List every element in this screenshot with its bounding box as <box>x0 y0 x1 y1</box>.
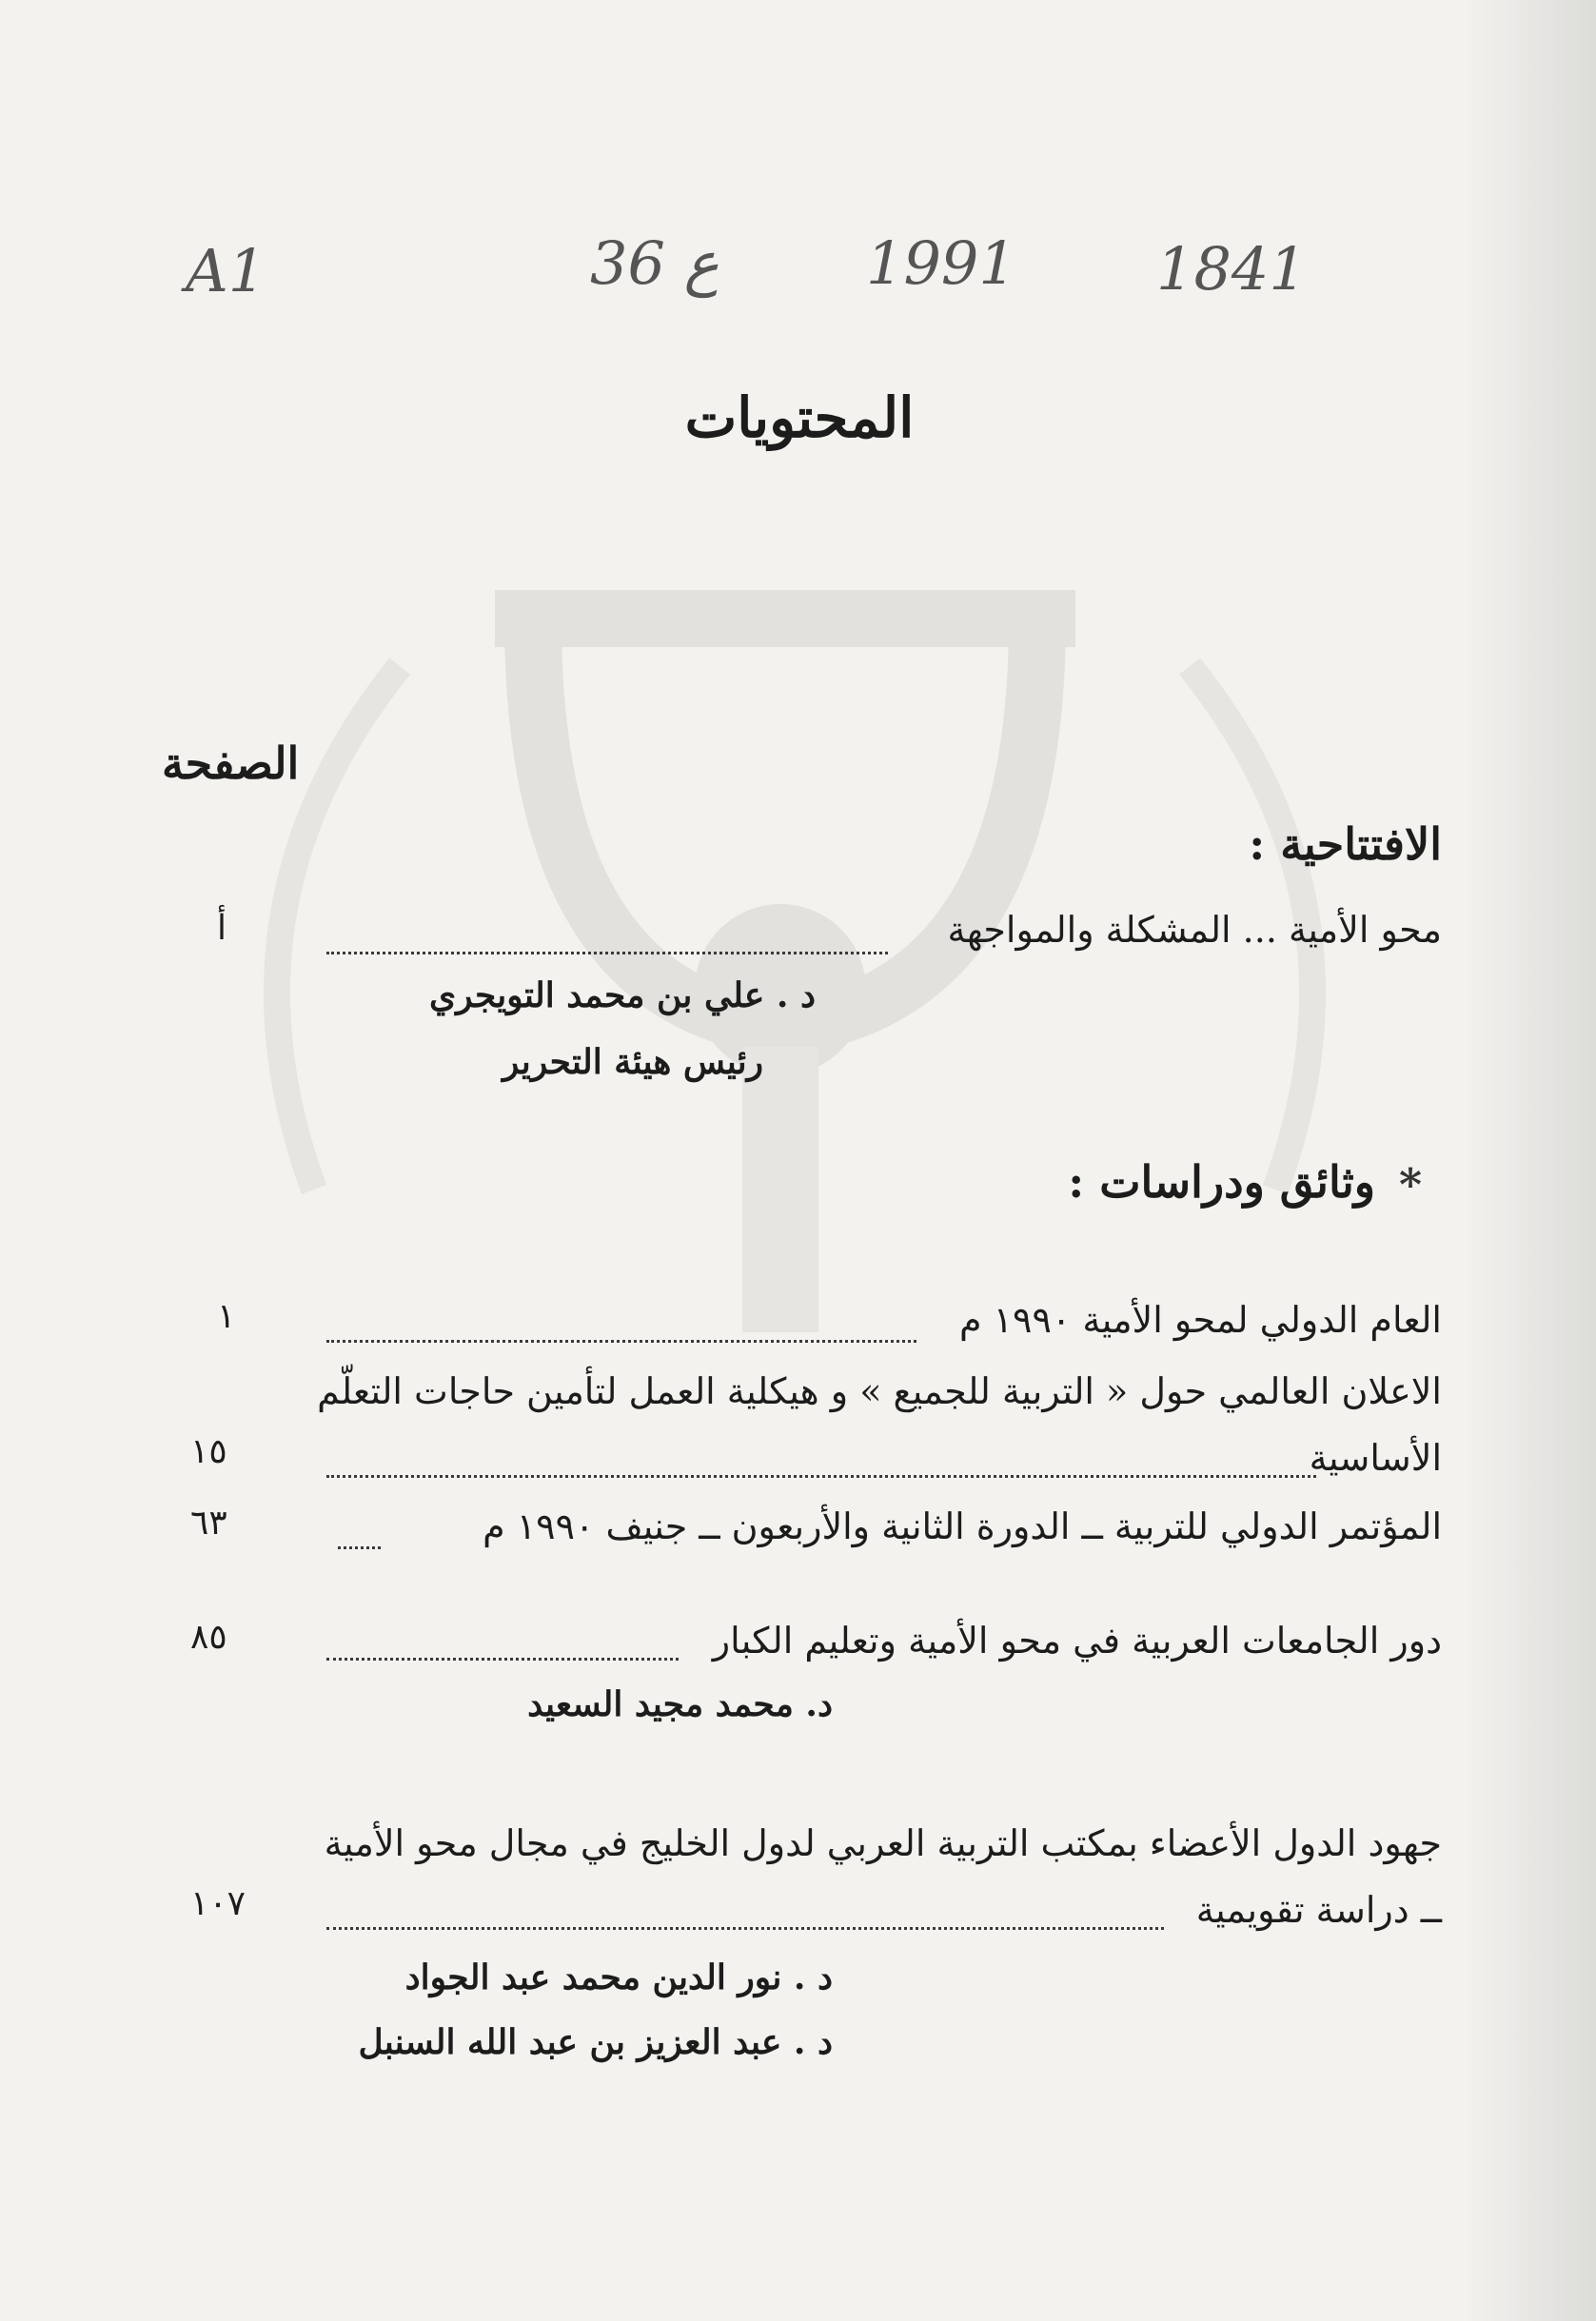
toc-entry-page: ١٠٧ <box>190 1884 246 1923</box>
toc-entry-title: العام الدولي لمحو الأمية ١٩٩٠ م <box>959 1299 1442 1341</box>
toc-entry-page: ٨٥ <box>190 1618 227 1657</box>
section-documents: وثائق ودراسات : <box>1068 1156 1375 1208</box>
toc-entry-page: ٦٣ <box>190 1504 227 1543</box>
toc-entry-author: د . علي بن محمد التويجري <box>428 975 816 1015</box>
handwritten-note-c: 1991 <box>866 228 1016 298</box>
handwritten-note-a: A1 <box>186 236 266 305</box>
dot-leader <box>326 1475 1316 1478</box>
toc-entry-role: رئيس هيئة التحرير <box>502 1042 763 1082</box>
page-column-header: الصفحة <box>162 738 300 789</box>
section-opening: الافتتاحية : <box>1249 818 1442 870</box>
toc-entry-title-continued: الأساسية <box>1309 1437 1442 1479</box>
toc-entry-title: المؤتمر الدولي للتربية ــ الدورة الثانية والأربعون ــ جنيف ١٩٩٠ م <box>483 1505 1442 1547</box>
toc-entry-title: الاعلان العالمي حول « التربية للجميع » و هيكلية العمل لتأمين حاجات التعلّم <box>317 1370 1442 1412</box>
toc-entry-author: د . عبد العزيز بن عبد الله السنبل <box>358 2022 833 2062</box>
asterisk-icon: * <box>1399 1159 1423 1210</box>
dot-leader <box>326 1340 916 1343</box>
toc-entry-page: ١٥ <box>190 1432 227 1471</box>
dot-leader <box>338 1546 381 1549</box>
handwritten-note-d: 1841 <box>1156 234 1307 304</box>
toc-entry-page: أ <box>217 909 227 948</box>
dot-leader <box>326 1927 1164 1930</box>
toc-entry-page: ١ <box>217 1297 236 1336</box>
toc-entry-author: د . نور الدين محمد عبد الجواد <box>404 1957 833 1997</box>
toc-entry-title: جهود الدول الأعضاء بمكتب التربية العربي لدول الخليج في مجال محو الأمية <box>324 1822 1442 1864</box>
toc-entry-title: دور الجامعات العربية في محو الأمية وتعليم الكبار <box>712 1620 1442 1662</box>
toc-entry-author: د. محمد مجيد السعيد <box>527 1684 833 1724</box>
dot-leader <box>326 1658 679 1661</box>
dot-leader <box>326 952 888 954</box>
toc-entry-title: محو الأمية ... المشكلة والمواجهة <box>947 909 1442 951</box>
page-edge-shadow <box>1463 0 1596 2321</box>
page-title: المحتويات <box>684 385 915 450</box>
handwritten-note-b: 36 ع <box>590 228 719 298</box>
toc-entry-title-continued: ــ دراسة تقويمية <box>1195 1889 1442 1931</box>
